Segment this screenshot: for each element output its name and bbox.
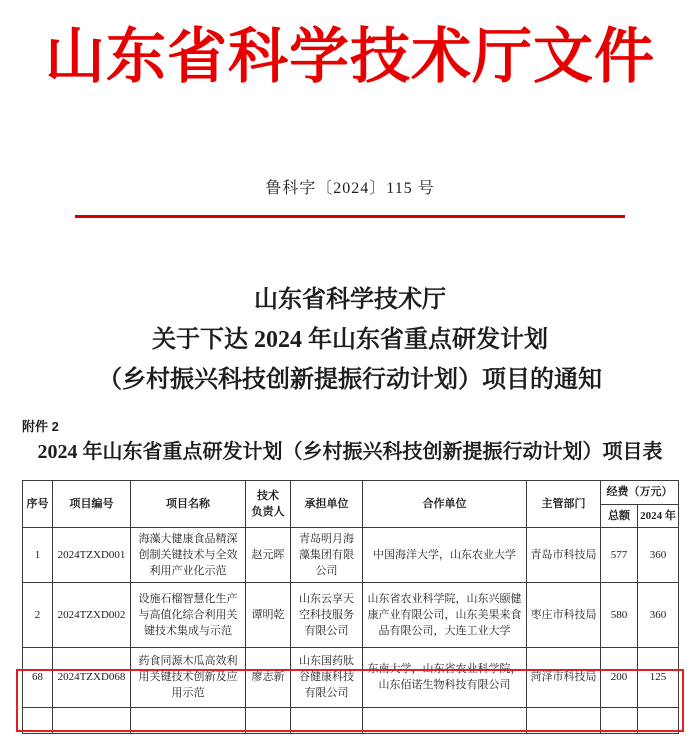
- table-row-highlighted: [23, 647, 679, 707]
- cell-project-no: 2024TZXD068: [53, 647, 131, 707]
- notice-title: [0, 280, 700, 400]
- header-authority: 主管部门: [527, 480, 601, 527]
- cell-project-no: 2024TZXD001: [53, 527, 131, 582]
- header-tech-lead: 技术 负责人: [246, 480, 291, 527]
- table-title: 2024 年山东省重点研发计划（乡村振兴科技创新提振行动计划）项目表: [37, 440, 663, 463]
- cell-undertaker: 青岛明月海藻集团有限公司: [291, 527, 363, 582]
- header-seq: 序号: [23, 480, 53, 527]
- header-funding-group: 经费（万元）: [601, 480, 679, 504]
- cell-project-no: 2024TZXD002: [53, 582, 131, 647]
- document-number: 鲁科字〔2024〕115 号: [265, 179, 435, 197]
- table-row: [23, 582, 679, 647]
- cell-funding-total: 200: [601, 647, 638, 707]
- table-row: [23, 527, 679, 582]
- header-project-name: 项目名称: [131, 480, 246, 527]
- attachment-label: 附件 2: [22, 418, 59, 434]
- notice-title-line1: 山东省科学技术厅: [254, 286, 446, 313]
- cell-partners: 山东省农业科学院，山东兴颐健康产业有限公司，山东美果来食品有限公司，大连工业大学: [363, 582, 527, 647]
- scanned-official-document: [0, 22, 700, 744]
- header-undertaker: 承担单位: [291, 480, 363, 527]
- agency-letterhead-title: 山东省科学技术厅文件: [45, 24, 655, 90]
- header-funding-total: 总额: [601, 504, 638, 527]
- cell-funding-2024: 360: [638, 582, 679, 647]
- cell-funding-total: 580: [601, 582, 638, 647]
- cell-undertaker: 山东国药肽谷健康科技有限公司: [291, 647, 363, 707]
- cell-partners: 中国海洋大学，山东农业大学: [363, 527, 527, 582]
- header-funding-2024: 2024 年: [638, 504, 679, 527]
- header-project-no: 项目编号: [53, 480, 131, 527]
- red-divider-rule: [75, 215, 625, 218]
- cell-seq: 68: [23, 647, 53, 707]
- cell-project-name: 药食同源木瓜高效利用关键技术创新及应用示范: [131, 647, 246, 707]
- cell-seq: 2: [23, 582, 53, 647]
- cell-tech-lead: 赵元晖: [246, 527, 291, 582]
- cell-undertaker: 山东云享天空科技服务有限公司: [291, 582, 363, 647]
- cell-seq: 1: [23, 527, 53, 582]
- cell-funding-total: 577: [601, 527, 638, 582]
- notice-title-line2: 关于下达 2024 年山东省重点研发计划: [152, 326, 548, 353]
- cell-project-name: 海藻大健康食品精深创制关键技术与全效利用产业化示范: [131, 527, 246, 582]
- cell-authority: 青岛市科技局: [527, 527, 601, 582]
- project-table: [22, 480, 679, 734]
- cell-partners: 东南大学，山东省农业科学院，山东佰诺生物科技有限公司: [363, 647, 527, 707]
- cell-funding-2024: 125: [638, 647, 679, 707]
- cell-authority: 枣庄市科技局: [527, 582, 601, 647]
- notice-title-line3: （乡村振兴科技创新提振行动计划）项目的通知: [98, 366, 602, 393]
- table-row-clipped: [23, 707, 679, 733]
- header-partners: 合作单位: [363, 480, 527, 527]
- cell-funding-2024: 360: [638, 527, 679, 582]
- table-header-row: [23, 480, 679, 504]
- cell-tech-lead: 廖志新: [246, 647, 291, 707]
- cell-tech-lead: 谭明乾: [246, 582, 291, 647]
- cell-authority: 菏泽市科技局: [527, 647, 601, 707]
- cell-project-name: 设施石榴智慧化生产与高值化综合利用关键技术集成与示范: [131, 582, 246, 647]
